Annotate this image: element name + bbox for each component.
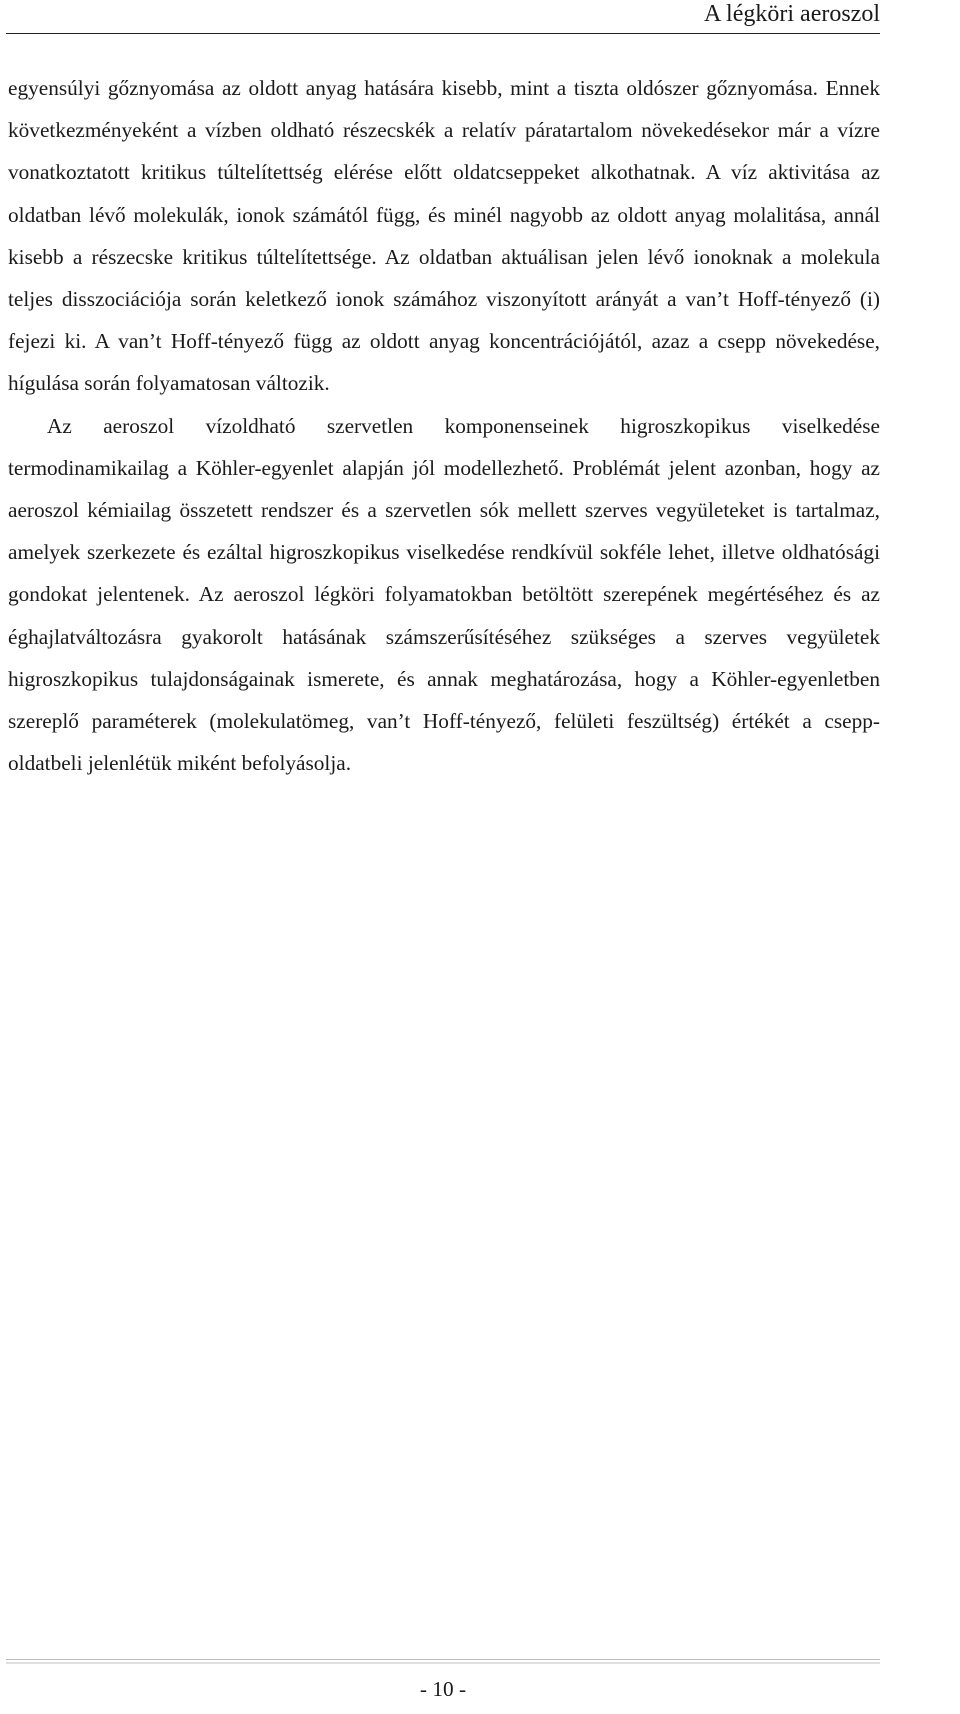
running-header — [6, 0, 880, 34]
body-paragraph: egyensúlyi gőznyomása az oldott anyag hatására kisebb, mint a tiszta oldószer gőznyomása. Ennek következményeként a vízben oldható részecskék a relatív páratartalom növekedésekor már a vízre vonatkoztatott kritikus túltelítettség elérése előtt oldatcseppeket alkothatnak. A víz aktivitása az oldatban lévő molekulák, ionok számától függ, és minél nagyobb az oldott anyag molalitása, annál kisebb a részecske kritikus túltelítettsége. Az oldatban aktuálisan jelen lévő ionoknak a molekula teljes disszociációja során keletkező ionok számához viszonyított arányát a van’t Hoff-tényező (i) fejezi ki. A van’t Hoff-tényező függ az oldott anyag koncentrációjától, azaz a csepp növekedése, hígulása során folyamatosan változik. — [8, 76, 880, 396]
body-paragraph: Az aeroszol vízoldható szervetlen komponenseinek higroszkopikus viselkedése termodinamikailag a Köhler-egyenlet alapján jól modellezhető. Problémát jelent azonban, hogy az aeroszol kémiailag összetett rendszer és a szervetlen sók mellett szerves vegyületeket is tartalmaz, amelyek szerkezete és ezáltal higroszkopikus viselkedése rendkívül sokféle lehet, illetve oldhatósági gondokat jelentenek. Az aeroszol légköri folyamatokban betöltött szerepének megértéséhez és az éghajlatváltozásra gyakorolt hatásának számszerűsítéséhez szükséges a szerves vegyületek higroszkopikus tulajdonságainak ismerete, és annak meghatározása, hogy a Köhler-egyenletben szereplő paraméterek (molekulatömeg, van’t Hoff-tényező, felületi feszültség) értékét a csepp-oldatbeli jelenlétük miként befolyásolja. — [8, 413, 880, 776]
document-body — [8, 67, 880, 784]
footer-divider — [6, 1659, 880, 1661]
running-header-title: A légköri aeroszol — [704, 1, 880, 27]
page-number: - 10 - — [419, 1677, 467, 1701]
